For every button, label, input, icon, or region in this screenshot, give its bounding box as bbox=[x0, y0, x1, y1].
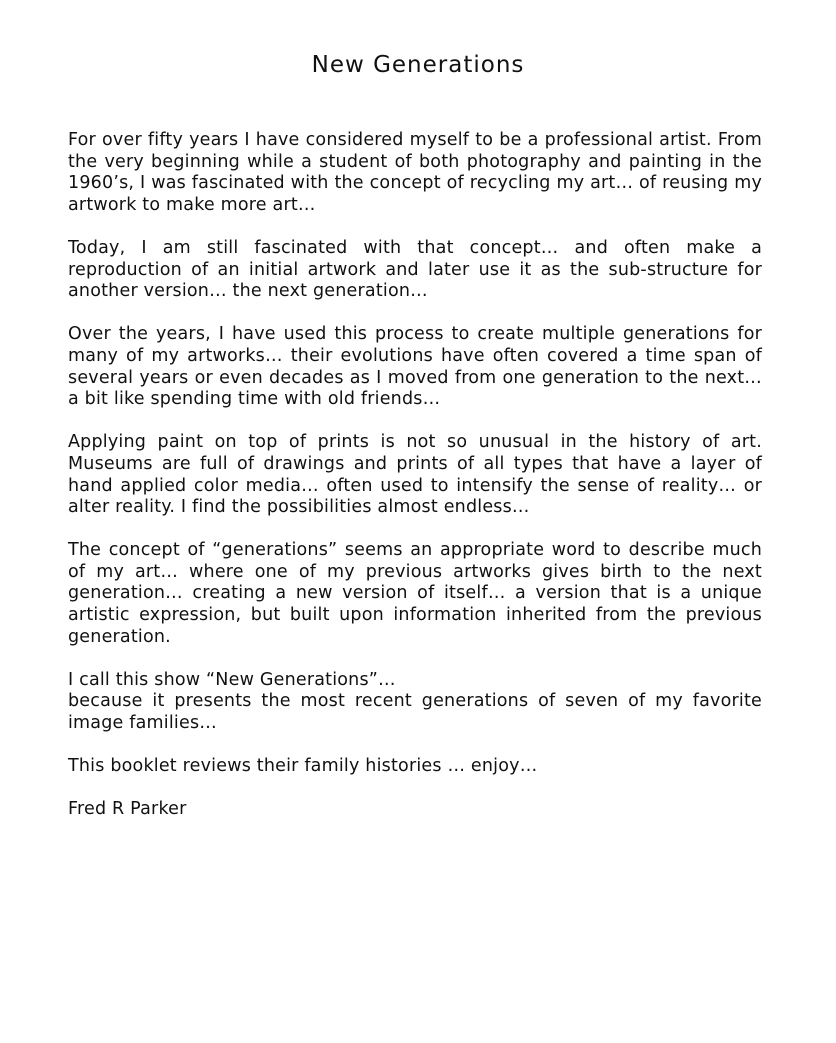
show-reason: because it presents the most recent generations of seven of my favorite image families… bbox=[68, 691, 762, 734]
paragraph-1: For over fifty years I have considered myself to be a professional artist. From the very beginning while a student of both photography and painting in the 1960’s, I was fascinated with the concept of recycling my art… of reusing my artwork to make more art… bbox=[68, 130, 762, 215]
paragraph-5: The concept of “generations” seems an appropriate word to describe much of my art… where one of my previous artworks gives birth to the next generation… creating a new version of itself… a version that is a unique artistic expression, but built upon information inherited from the previous generation. bbox=[68, 540, 762, 647]
paragraph-2: Today, I am still fascinated with that concept… and often make a reproduction of an initial artwork and later use it as the sub-structure for another version… the next generation… bbox=[68, 237, 762, 302]
document-title: New Generations bbox=[311, 52, 525, 78]
closing-line: This booklet reviews their family histories … enjoy… bbox=[68, 756, 538, 777]
paragraph-4: Applying paint on top of prints is not so unusual in the history of art. Museums are full of drawings and prints of all types that have a layer of hand applied color media… often used to intensify the sense of reality… or alter reality. I find the possibilities almost endless… bbox=[68, 432, 762, 518]
show-line: I call this show “New Generations”… bbox=[68, 669, 396, 690]
signature: Fred R Parker bbox=[68, 799, 187, 820]
paragraph-3: Over the years, I have used this process to create multiple generations for many of my artworks… their evolutions have often covered a time span of several years or even decades as I moved from one generation to the next… a bit like spending time with old friends… bbox=[68, 324, 762, 410]
document-body bbox=[68, 130, 762, 843]
